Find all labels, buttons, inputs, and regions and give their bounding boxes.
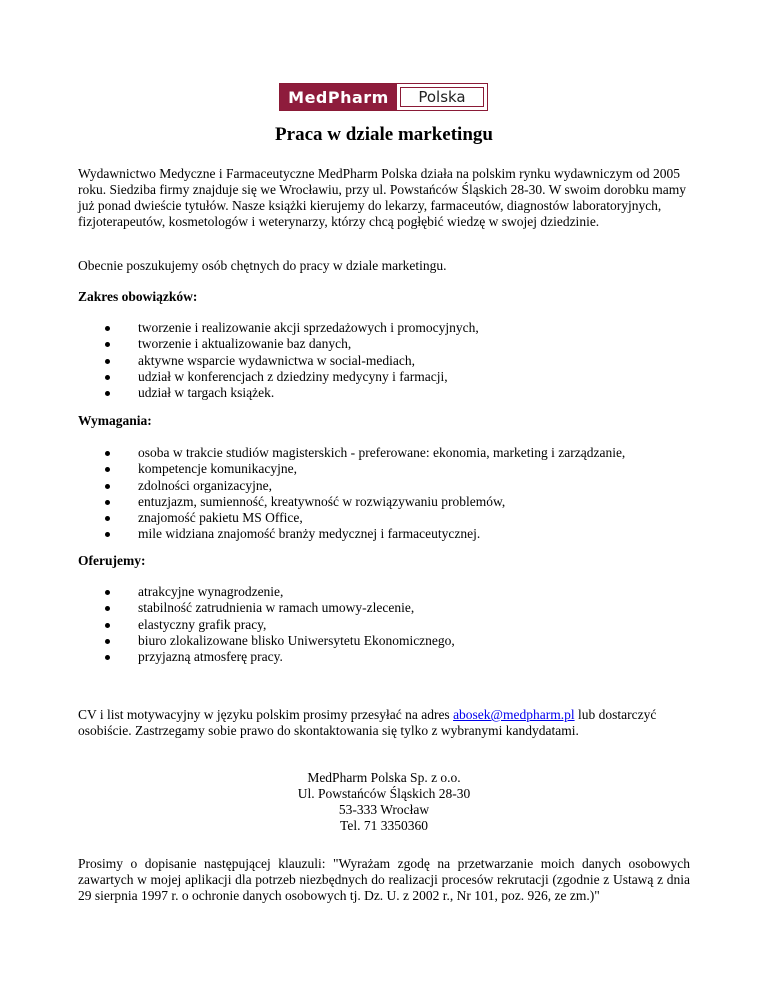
company-phone: Tel. 71 3350360 — [340, 818, 428, 833]
seeking-paragraph: Obecnie poszukujemy osób chętnych do pracy w dziale marketingu. — [78, 258, 447, 273]
list-item: osoba w trakcie studiów magisterskich - preferowane: ekonomia, marketing i zarządzanie, — [78, 445, 690, 461]
page-title: Praca w dziale marketingu — [275, 124, 493, 145]
company-name: MedPharm Polska Sp. z o.o. — [307, 770, 461, 785]
list-item: udział w konferencjach z dziedziny medycyny i farmacji, — [78, 369, 690, 385]
list-item: elastyczny grafik pracy, — [78, 617, 690, 633]
cv-text-after: lub dostarczyć osobiście. Zastrzegamy sobie prawo do skontaktowania się tylko z wybranymi kandydatami. — [78, 707, 657, 738]
consent-clause: Prosimy o dopisanie następującej klauzuli: "Wyrażam zgodę na przetwarzanie moich danych osobowych zawartych w mojej aplikacji dla potrzeb niezbędnych do realizacji procesów rekrutacji (zgodnie z Ustawą z dnia 29 sierpnia 1997 r. o ochronie danych osobowych tj. Dz. U. z 2002 r., Nr 101, poz. 926, ze zm.)" — [78, 856, 690, 903]
intro-paragraph: Wydawnictwo Medyczne i Farmaceutyczne MedPharm Polska działa na polskim rynku wydawniczym od 2005 roku. Siedziba firmy znajduje się we Wrocławiu, przy ul. Powstańców Śląskich 28-30. W swoim dorobku mamy już ponad dwieście tytułów. Nasze książki kierujemy do lekarzy, farmaceutów, diagnostów laboratoryjnych, fizjoterapeutów, kosmetologów i weterynarzy, którzy chcą pogłębić wiedzę w swojej dziedzinie. — [78, 166, 686, 229]
logo-polska-text: Polska — [400, 87, 484, 107]
company-street: Ul. Powstańców Śląskich 28-30 — [297, 786, 471, 801]
list-item: zdolności organizacyjne, — [78, 478, 690, 494]
email-link[interactable]: abosek@medpharm.pl — [453, 707, 575, 722]
list-item: przyjazną atmosferę pracy. — [78, 649, 690, 665]
list-item: udział w targach książek. — [78, 385, 690, 401]
duties-heading: Zakres obowiązków: — [78, 289, 198, 304]
list-item: stabilność zatrudnienia w ramach umowy-zlecenie, — [78, 600, 690, 616]
list-item: atrakcyjne wynagrodzenie, — [78, 584, 690, 600]
list-item: entuzjazm, sumienność, kreatywność w rozwiązywaniu problemów, — [78, 494, 690, 510]
offer-list — [78, 584, 690, 665]
list-item: mile widziana znajomość branży medycznej i farmaceutycznej. — [78, 526, 690, 542]
cv-text-before: CV i list motywacyjny w języku polskim prosimy przesyłać na adres — [78, 707, 454, 722]
company-address — [78, 770, 690, 834]
company-city: 53-333 Wrocław — [338, 802, 430, 817]
logo-medpharm-text: MedPharm — [280, 84, 397, 110]
list-item: tworzenie i aktualizowanie baz danych, — [78, 336, 690, 352]
list-item: aktywne wsparcie wydawnictwa w social-mediach, — [78, 353, 690, 369]
requirements-heading: Wymagania: — [78, 413, 152, 428]
list-item: kompetencje komunikacyjne, — [78, 461, 690, 477]
medpharm-logo — [279, 83, 488, 111]
list-item: znajomość pakietu MS Office, — [78, 510, 690, 526]
list-item: tworzenie i realizowanie akcji sprzedażowych i promocyjnych, — [78, 320, 690, 336]
cv-paragraph — [78, 707, 690, 739]
offer-heading: Oferujemy: — [78, 553, 146, 568]
duties-list — [78, 320, 690, 401]
requirements-list — [78, 445, 690, 543]
list-item: biuro zlokalizowane blisko Uniwersytetu Ekonomicznego, — [78, 633, 690, 649]
